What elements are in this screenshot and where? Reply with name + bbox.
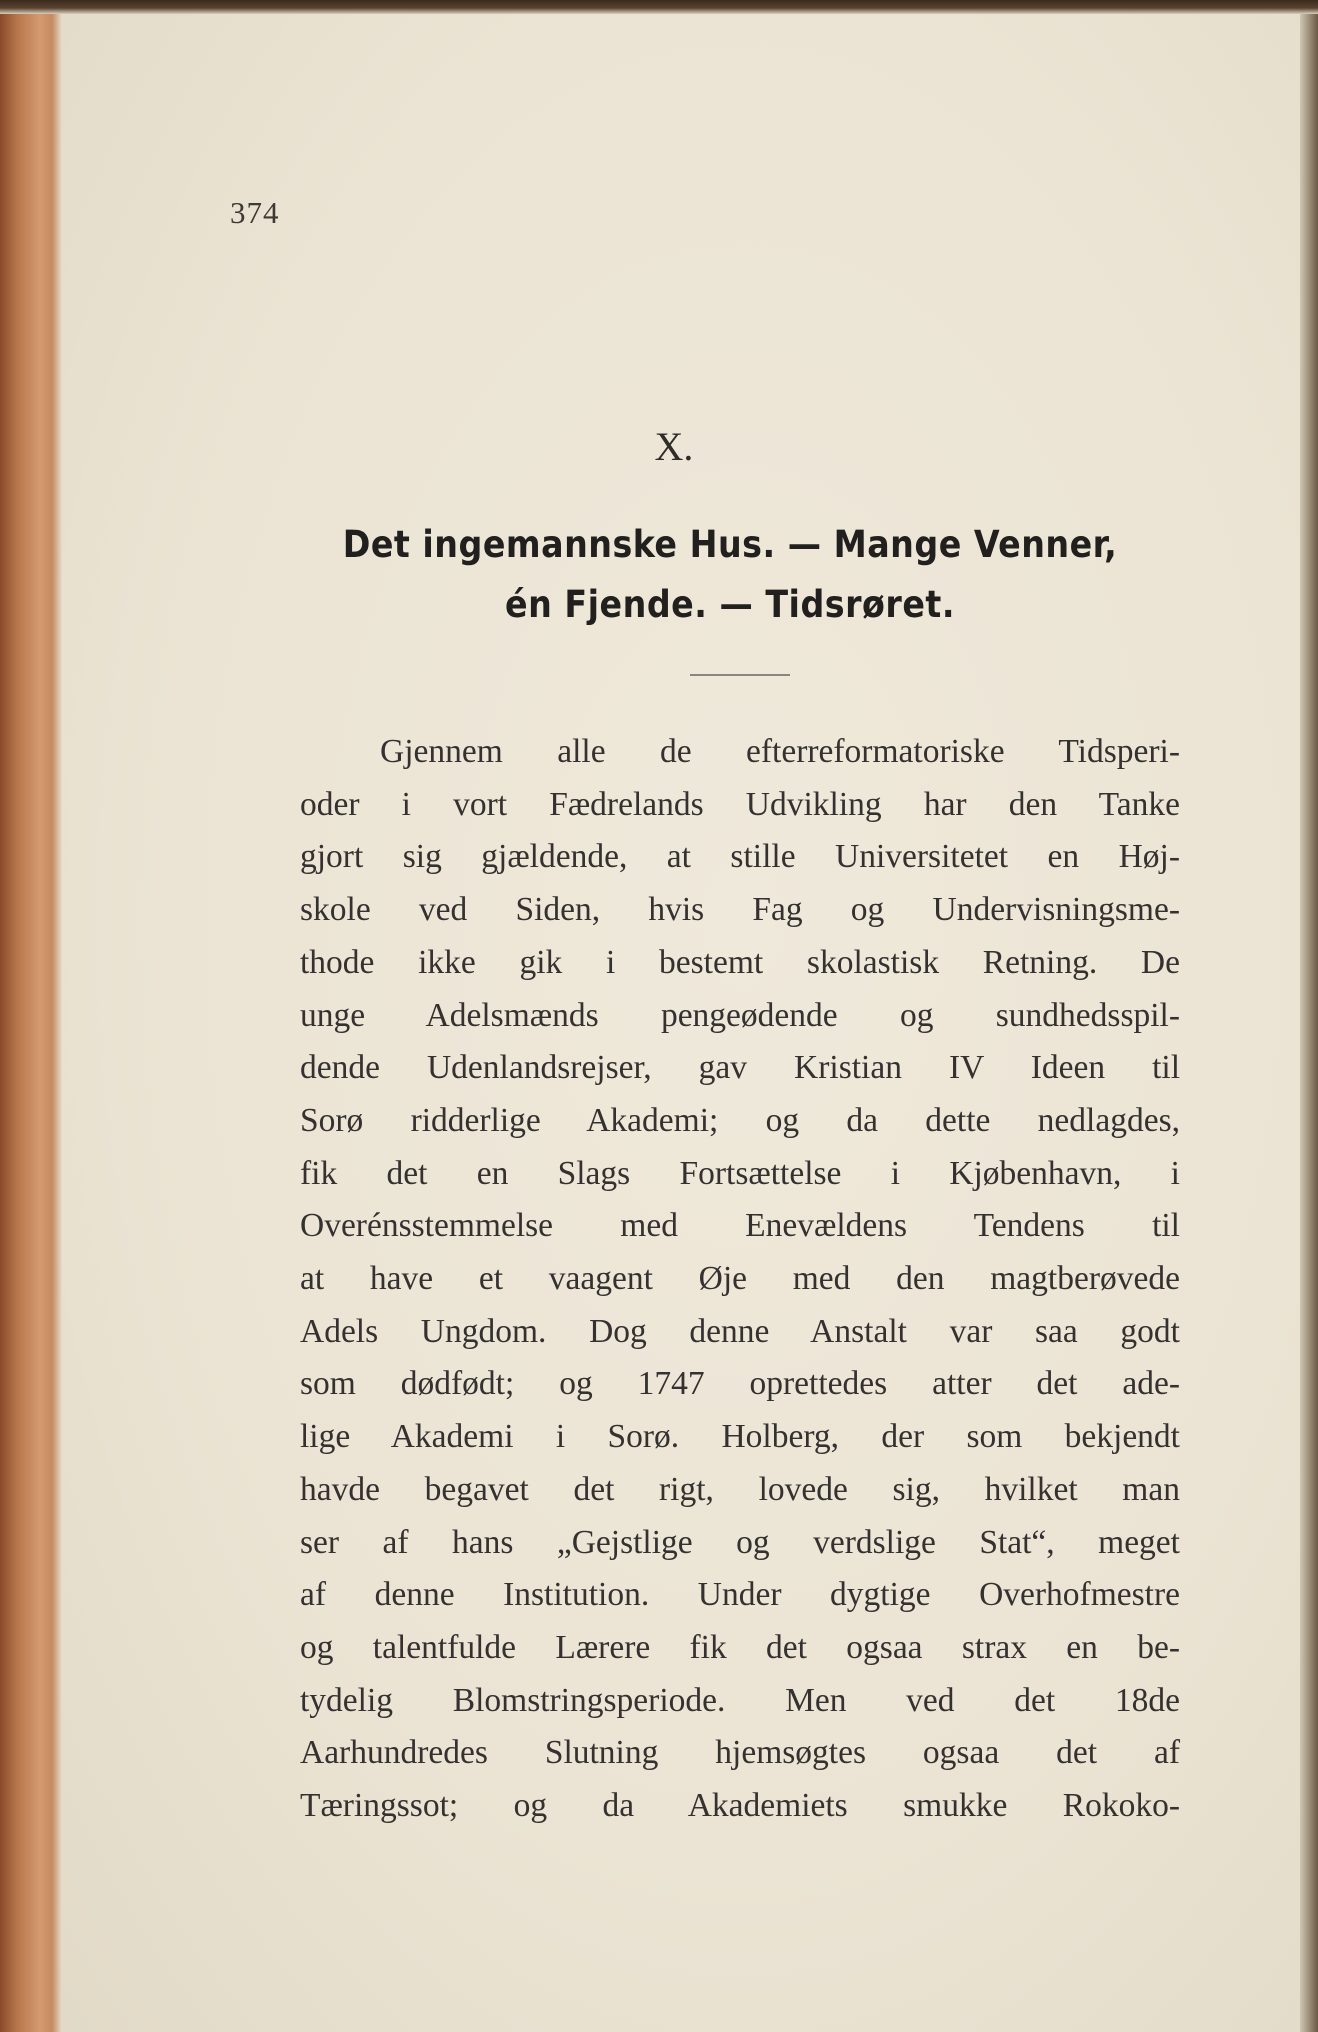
text-line: unge Adelsmænds pengeødende og sundhedsspil-	[300, 996, 1180, 1034]
text-line: som dødfødt; og 1747 oprettedes atter det ade-	[300, 1365, 1180, 1403]
text-line: gjort sig gjældende, at stille Universitetet en Høj-	[300, 838, 1180, 876]
page-number: 374	[230, 195, 280, 230]
text-line: Aarhundredes Slutning hjemsøgtes ogsaa det af	[300, 1734, 1180, 1772]
text-line: oder i vort Fædrelands Udvikling har den Tanke	[300, 785, 1180, 823]
text-line: ser af hans „Gejstlige og verdslige Stat“, meget	[300, 1523, 1180, 1561]
text-line: tydelig Blomstringsperiode. Men ved det 18de	[300, 1681, 1180, 1719]
page-top-edge	[0, 0, 1318, 14]
text-line: lige Akademi i Sorø. Holberg, der som bekjendt	[300, 1418, 1180, 1456]
text-line: thode ikke gik i bestemt skolastisk Retning. De	[300, 943, 1180, 981]
text-line: skole ved Siden, hvis Fag og Undervisningsme-	[300, 891, 1180, 929]
text-line: Adels Ungdom. Dog denne Anstalt var saa godt	[300, 1312, 1180, 1350]
text-line: Overénsstemmelse med Enevældens Tendens til	[300, 1207, 1180, 1245]
text-line: dende Udenlandsrejser, gav Kristian IV Ideen til	[300, 1049, 1180, 1087]
chapter-title-line: én Fjende. — Tidsrøret.	[505, 583, 955, 626]
text-line: fik det en Slags Fortsættelse i Kjøbenhavn, i	[300, 1154, 1180, 1192]
text-line: af denne Institution. Under dygtige Overhofmestre	[300, 1576, 1180, 1614]
text-line: Tæringssot; og da Akademiets smukke Rokoko-	[300, 1787, 1180, 1825]
text-line: at have et vaagent Øje med den magtberøvede	[300, 1260, 1180, 1298]
body-paragraph	[300, 726, 1180, 1833]
text-line: og talentfulde Lærere fik det ogsaa strax en be-	[300, 1628, 1180, 1666]
text-line: Sorø ridderlige Akademi; og da dette nedlagdes,	[300, 1101, 1180, 1139]
chapter-title-line: Det ingemannske Hus. — Mange Venner,	[342, 523, 1118, 566]
text-line: havde begavet det rigt, lovede sig, hvilket man	[300, 1470, 1180, 1508]
chapter-title	[330, 515, 1130, 635]
chapter-numeral: X.	[654, 424, 694, 469]
text-line: Gjennem alle de efterreformatoriske Tidsperi-	[380, 733, 1180, 770]
divider-rule	[690, 674, 790, 676]
